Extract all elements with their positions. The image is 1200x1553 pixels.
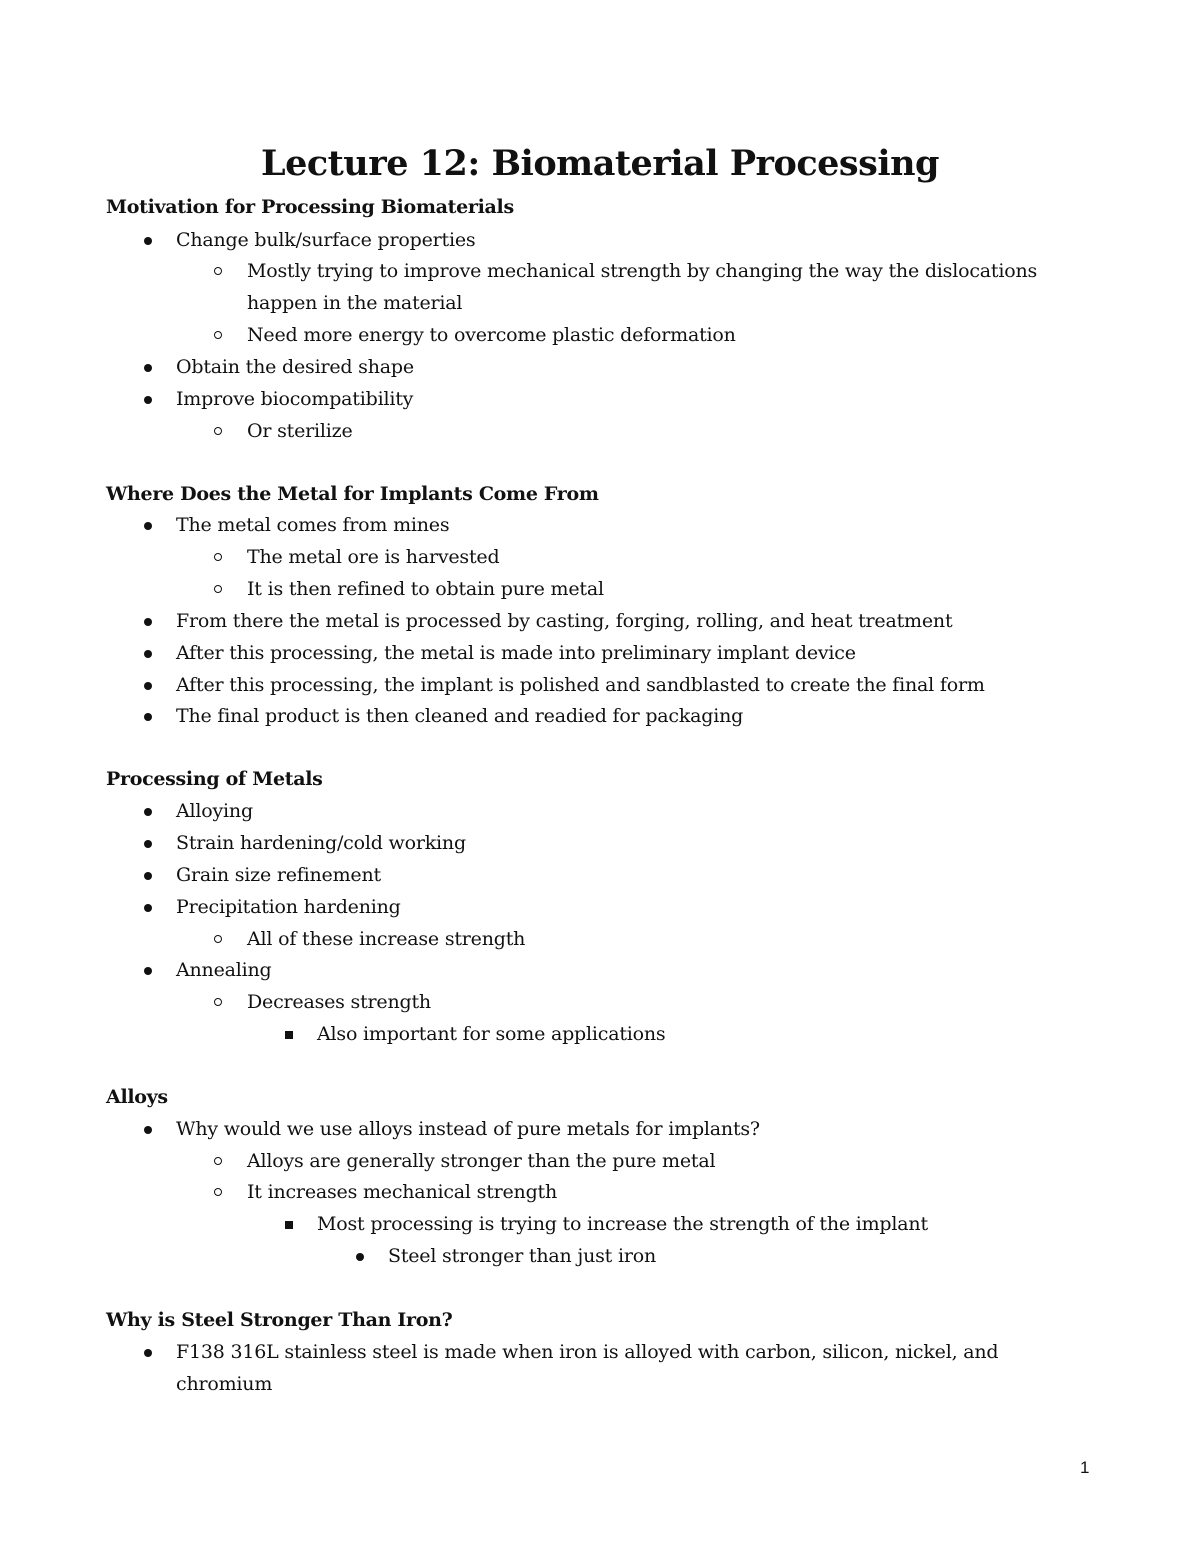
list-item: All of these increase strength: [247, 925, 525, 953]
bullet-circle-icon: [214, 998, 222, 1006]
bullet-circle-icon: [214, 1157, 222, 1165]
list-item: Grain size refinement: [176, 861, 381, 889]
bullet-circle-icon: [214, 553, 222, 561]
bullet-circle-icon: [214, 935, 222, 943]
bullet-disc-icon: [144, 904, 152, 912]
bullet-disc-icon: [144, 872, 152, 880]
page-number: 1: [1080, 1458, 1090, 1477]
list-item: The metal comes from mines: [176, 511, 449, 539]
bullet-disc-icon: [144, 650, 152, 658]
section-heading-alloys: Alloys: [106, 1086, 168, 1108]
list-item: Also important for some applications: [317, 1020, 665, 1048]
bullet-circle-icon: [214, 331, 222, 339]
list-item: The metal ore is harvested: [247, 543, 499, 571]
section-heading-steel: Why is Steel Stronger Than Iron?: [106, 1309, 453, 1331]
section-heading-processing: Processing of Metals: [106, 768, 323, 790]
bullet-disc-icon: [144, 522, 152, 530]
list-item: From there the metal is processed by casting, forging, rolling, and heat treatment: [176, 607, 952, 635]
bullet-circle-icon: [214, 1188, 222, 1196]
bullet-disc-icon: [144, 618, 152, 626]
list-item: Or sterilize: [247, 417, 353, 445]
list-item: Annealing: [176, 956, 272, 984]
list-item: Why would we use alloys instead of pure metals for implants?: [176, 1115, 760, 1143]
list-item: Change bulk/surface properties: [176, 226, 475, 254]
list-item: F138 316L stainless steel is made when iron is alloyed with carbon, silicon, nickel, and: [176, 1338, 998, 1366]
list-item: Steel stronger than just iron: [388, 1242, 656, 1270]
bullet-disc-icon: [144, 713, 152, 721]
section-heading-motivation: Motivation for Processing Biomaterials: [106, 196, 514, 218]
bullet-square-icon: [285, 1221, 293, 1229]
bullet-circle-icon: [214, 427, 222, 435]
list-item: Most processing is trying to increase the strength of the implant: [317, 1210, 928, 1238]
bullet-disc-icon: [356, 1253, 364, 1261]
list-item: Alloying: [176, 797, 253, 825]
list-item: Mostly trying to improve mechanical strength by changing the way the dislocations: [247, 257, 1037, 285]
bullet-disc-icon: [144, 808, 152, 816]
list-item: Need more energy to overcome plastic deformation: [247, 321, 736, 349]
bullet-disc-icon: [144, 840, 152, 848]
list-item: Alloys are generally stronger than the pure metal: [247, 1147, 715, 1175]
list-item: Strain hardening/cold working: [176, 829, 466, 857]
list-item-continuation: chromium: [176, 1373, 273, 1395]
bullet-disc-icon: [144, 364, 152, 372]
section-heading-metal-source: Where Does the Metal for Implants Come From: [106, 483, 599, 505]
list-item-continuation: happen in the material: [247, 292, 463, 314]
list-item: After this processing, the implant is polished and sandblasted to create the final form: [176, 671, 985, 699]
list-item: Obtain the desired shape: [176, 353, 414, 381]
list-item: It increases mechanical strength: [247, 1178, 557, 1206]
list-item: After this processing, the metal is made into preliminary implant device: [176, 639, 856, 667]
bullet-disc-icon: [144, 237, 152, 245]
page-title: Lecture 12: Biomaterial Processing: [260, 143, 940, 184]
list-item: Precipitation hardening: [176, 893, 401, 921]
list-item: It is then refined to obtain pure metal: [247, 575, 604, 603]
list-item: Improve biocompatibility: [176, 385, 413, 413]
bullet-circle-icon: [214, 585, 222, 593]
bullet-disc-icon: [144, 682, 152, 690]
bullet-disc-icon: [144, 396, 152, 404]
bullet-disc-icon: [144, 1126, 152, 1134]
bullet-disc-icon: [144, 1349, 152, 1357]
list-item: The final product is then cleaned and readied for packaging: [176, 702, 743, 730]
bullet-square-icon: [285, 1031, 293, 1039]
bullet-circle-icon: [214, 267, 222, 275]
bullet-disc-icon: [144, 967, 152, 975]
list-item: Decreases strength: [247, 988, 431, 1016]
